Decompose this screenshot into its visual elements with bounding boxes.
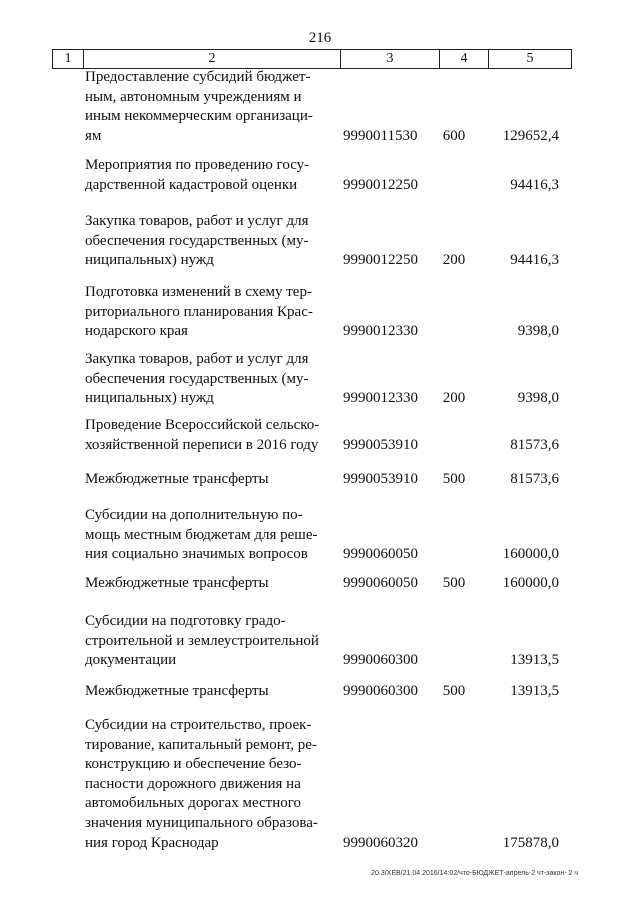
row-name-line: нодарского края: [85, 323, 188, 340]
row-name-line: пасности дорожного движения на: [85, 775, 301, 792]
row-name-line: конструкцию и обеспечение безо-: [85, 756, 302, 773]
row-name-line: Подготовка изменений в схему тер-: [85, 284, 312, 300]
row-amount: 9398,0: [517, 390, 559, 407]
row-name-line: ным, автономным учреждениям и: [85, 88, 302, 105]
column-3-header: 3: [341, 50, 440, 68]
row-expense-type: 600: [442, 127, 466, 144]
row-code: 9990053910: [343, 471, 418, 487]
row-code: 9990053910: [343, 436, 418, 453]
row-amount: 13913,5: [510, 683, 559, 699]
row-name-line: ниципальных) нужд: [85, 252, 214, 269]
row-amount: 129652,4: [502, 127, 559, 144]
row-name-line: Закупка товаров, работ и услуг для: [85, 213, 309, 229]
page-number: 216: [308, 30, 332, 46]
row-name: [85, 506, 327, 565]
row-name-line: дарственной кадастровой оценки: [85, 176, 298, 193]
row-name: [85, 416, 327, 455]
row-name-line: иным некоммерческим организаци-: [85, 108, 313, 125]
row-name: [85, 156, 327, 195]
row-name-line: ния город Краснодар: [85, 834, 219, 851]
row-name-line: Межбюджетные трансферты: [85, 575, 269, 591]
row-name-line: Проведение Всероссийской сельско-: [85, 417, 320, 433]
row-code: 9990060050: [343, 575, 418, 591]
column-2-header: 2: [84, 50, 341, 68]
row-name: [85, 682, 327, 702]
row-amount: 13913,5: [510, 652, 559, 669]
row-expense-type: 500: [442, 575, 466, 591]
row-name-line: обеспечения государственных (му-: [85, 370, 309, 387]
table-header: [52, 49, 572, 69]
row-amount: 160000,0: [502, 546, 559, 563]
row-code: 9990012330: [343, 323, 418, 340]
row-amount: 160000,0: [502, 575, 559, 591]
row-name: [85, 283, 327, 342]
row-amount: 9398,0: [517, 323, 559, 340]
row-name-line: мощь местным бюджетам для реше-: [85, 526, 318, 543]
row-amount: 81573,6: [510, 436, 559, 453]
row-name-line: Закупка товаров, работ и услуг для: [85, 351, 309, 367]
row-name-line: Субсидии на строительство, проек-: [85, 717, 312, 733]
row-name: [85, 612, 327, 671]
row-expense-type: 200: [442, 390, 466, 407]
row-code: 9990060300: [343, 683, 418, 699]
row-name-line: ям: [85, 127, 102, 144]
row-name-line: тирование, капитальный ремонт, ре-: [85, 736, 317, 753]
row-name: [85, 716, 327, 853]
row-expense-type: 200: [442, 252, 466, 269]
row-code: 9990011530: [343, 127, 418, 144]
row-amount: 94416,3: [510, 176, 559, 193]
row-amount: 94416,3: [510, 252, 559, 269]
row-expense-type: 500: [442, 683, 466, 699]
row-name-line: обеспечения государственных (му-: [85, 232, 309, 249]
row-name-line: хозяйственной переписи в 2016 году: [85, 436, 319, 453]
footer-stamp: 20.3/ХЕВ/21.04.2016/14:02/что-БЮДЖЕТ-апрель-2 чт-закон- 2 ч: [371, 870, 578, 877]
row-name: [85, 212, 327, 271]
row-amount: 81573,6: [510, 471, 559, 487]
row-name-line: Субсидии на подготовку градо-: [85, 613, 286, 629]
row-amount: 175878,0: [502, 834, 559, 851]
row-code: 9990060050: [343, 546, 418, 563]
row-name: [85, 470, 327, 490]
row-name: [85, 574, 327, 594]
row-name-line: риториального планирования Крас-: [85, 303, 313, 320]
row-name: [85, 68, 327, 146]
row-name-line: ния социально значимых вопросов: [85, 546, 308, 563]
row-name-line: Мероприятия по проведению госу-: [85, 157, 310, 173]
row-name-line: документации: [85, 652, 177, 669]
row-expense-type: 500: [442, 471, 466, 487]
row-code: 9990012250: [343, 176, 418, 193]
row-name: [85, 350, 327, 409]
row-code: 9990012330: [343, 390, 418, 407]
column-1-header: 1: [53, 50, 84, 68]
row-name-line: Субсидии на дополнительную по-: [85, 507, 303, 523]
column-5-header: 5: [526, 51, 534, 66]
row-name-line: строительной и землеустроительной: [85, 632, 319, 649]
row-name-line: автомобильных дорогах местного: [85, 795, 302, 812]
row-name-line: Предоставление субсидий бюджет-: [85, 69, 311, 85]
row-name-line: Межбюджетные трансферты: [85, 683, 269, 699]
row-code: 9990012250: [343, 252, 418, 269]
row-code: 9990060300: [343, 652, 418, 669]
row-code: 9990060320: [343, 834, 418, 851]
row-name-line: ниципальных) нужд: [85, 390, 214, 407]
row-name-line: значения муниципального образова-: [85, 814, 318, 831]
column-4-header: 4: [440, 50, 489, 68]
row-name-line: Межбюджетные трансферты: [85, 471, 269, 487]
